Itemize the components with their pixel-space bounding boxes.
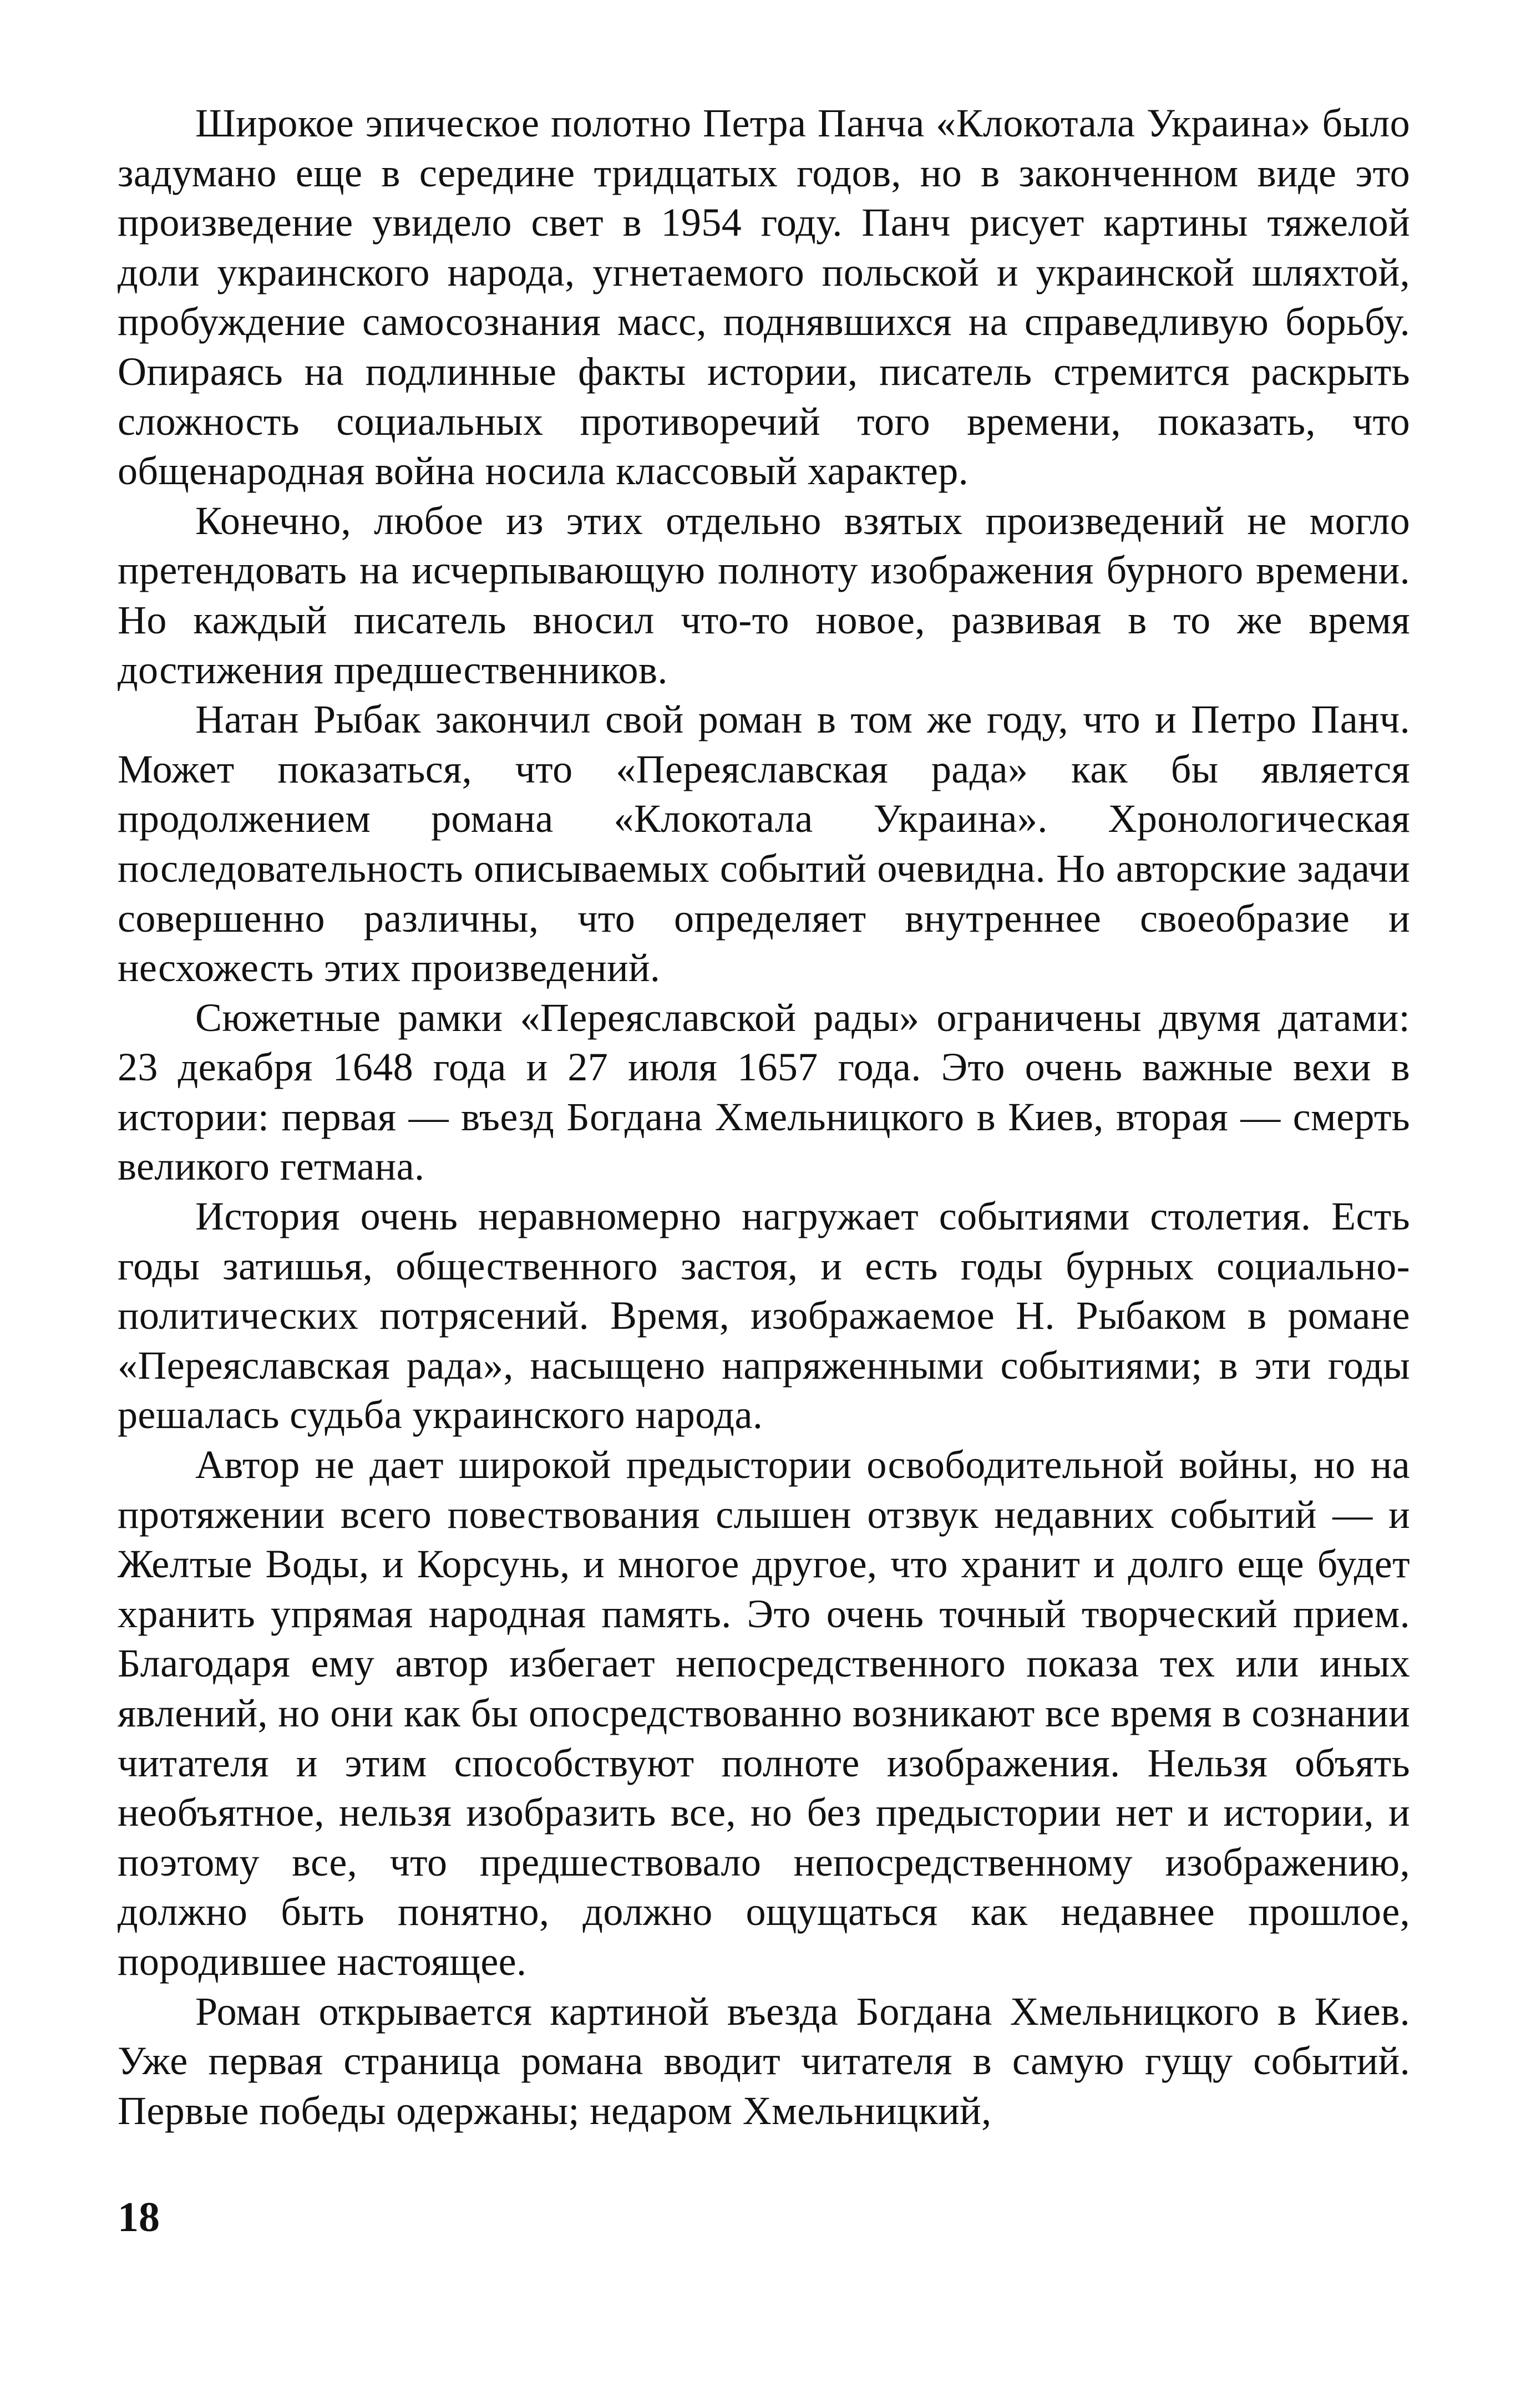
paragraph: Натан Рыбак закончил свой роман в том же году, что и Петро Панч. Может показаться, что «Переяславская рада» как бы является продолжением романа «Клокотала Украина». Хронологическая последовательность описываемых событий очевидна. Но авторские задачи совершенно различны, что определяет внутреннее своеобразие и несхожесть этих произведений. bbox=[118, 697, 1410, 990]
page-number: 18 bbox=[118, 2194, 160, 2241]
paragraph: Широкое эпическое полотно Петра Панча «Клокотала Украина» было задумано еще в середине тридцатых годов, но в законченном виде это произведение увидело свет в 1954 году. Панч рисует картины тяжелой доли украинского народа, угнетаемого польской и украинской шляхтой, пробуждение самосознания масс, поднявшихся на справедливую борьбу. Опираясь на подлинные факты истории, писатель стремится раскрыть сложность социальных противоречий того времени, показать, что общенародная война носила классовый характер. bbox=[118, 101, 1410, 494]
page-body bbox=[118, 99, 1410, 2136]
paragraph: Роман открывается картиной въезда Богдана Хмельницкого в Киев. Уже первая страница романа вводит читателя в самую гущу событий. Первые победы одержаны; недаром Хмельницкий, bbox=[118, 1989, 1410, 2133]
paragraph: Конечно, любое из этих отдельно взятых произведений не могло претендовать на исчерпывающую полноту изображения бурного времени. Но каждый писатель вносил что-то новое, развивая в то же время достижения предшественников. bbox=[118, 498, 1410, 692]
paragraph: История очень неравномерно нагружает событиями столетия. Есть годы затишья, общественного застоя, и есть годы бурных социально-политических потрясений. Время, изображаемое Н. Рыбаком в романе «Переяславская рада», насыщено напряженными событиями; в эти годы решалась судьба украинского народа. bbox=[118, 1194, 1410, 1437]
paragraph: Автор не дает широкой предыстории освободительной войны, но на протяжении всего повествования слышен отзвук недавних событий — и Желтые Воды, и Корсунь, и многое другое, что хранит и долго еще будет хранить упрямая народная память. Это очень точный творческий прием. Благодаря ему автор избегает непосредственного показа тех или иных явлений, но они как бы опосредствованно возникают все время в сознании читателя и этим способствуют полноте изображения. Нельзя объять необъятное, нельзя изобразить все, но без предыстории нет и истории, и поэтому все, что предшествовало непосредственному изображению, должно быть понятно, должно ощущаться как недавнее прошлое, породившее настоящее. bbox=[118, 1442, 1410, 1984]
paragraph: Сюжетные рамки «Переяславской рады» ограничены двумя датами: 23 декабря 1648 года и 27 июля 1657 года. Это очень важные вехи в истории: первая — въезд Богдана Хмельницкого в Киев, вторая — смерть великого гетмана. bbox=[118, 995, 1410, 1189]
